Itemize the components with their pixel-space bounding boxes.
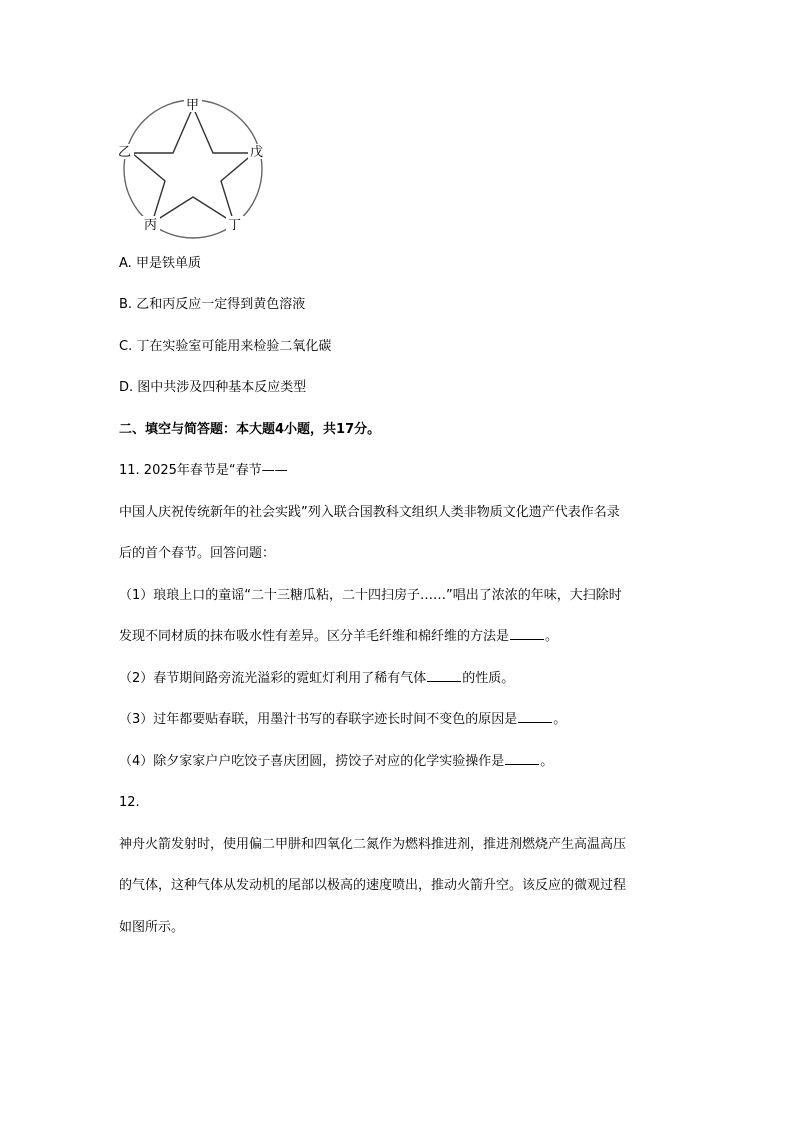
- q11-part2-end: 的性质。: [462, 671, 515, 686]
- star-circle-diagram: [110, 94, 280, 244]
- answer-blank-4[interactable]: [505, 752, 539, 765]
- q11-part3-text: （3）过年都要贴春联，用墨汁书写的春联字迹长时间不变色的原因是: [119, 712, 518, 727]
- q11-part1-line1: （1）琅琅上口的童谣“二十三糖瓜粘，二十四扫房子……”唱出了浓浓的年味，大扫除时: [119, 588, 622, 603]
- vertex-label-wu: 戊: [250, 145, 264, 160]
- vertex-label-ding: 丁: [228, 218, 242, 233]
- q11-part4: [119, 752, 553, 772]
- answer-blank-3[interactable]: [518, 710, 552, 723]
- q11-line2: 中国人庆祝传统新年的社会实践”列入联合国教科文组织人类非物质文化遗产代表作名录: [119, 505, 620, 520]
- vertex-label-jia: 甲: [186, 98, 200, 113]
- option-a-letter: A.: [119, 256, 132, 271]
- option-b-letter: B.: [119, 297, 133, 312]
- q11-part4-text: （4）除夕家家户户吃饺子喜庆团圆，捞饺子对应的化学实验操作是: [119, 754, 505, 769]
- option-c-text: 丁在实验室可能用来检验二氧化碳: [136, 339, 332, 354]
- vertex-label-bing: 丙: [144, 218, 158, 233]
- diagram-star: [132, 107, 254, 223]
- vertex-label-yi: 乙: [118, 145, 132, 160]
- option-d-text: 图中共涉及四种基本反应类型: [137, 380, 307, 395]
- option-b-text: 乙和丙反应一定得到黄色溶液: [136, 297, 306, 312]
- option-b: [119, 295, 305, 315]
- q11-part1-end: 。: [545, 629, 559, 644]
- answer-blank-2[interactable]: [427, 669, 461, 682]
- q11-part3-end: 。: [553, 712, 567, 727]
- answer-blank-1[interactable]: [510, 627, 544, 640]
- q11-part1-line2: [119, 627, 558, 647]
- q11-part2: [119, 669, 514, 689]
- q11-part3: [119, 710, 566, 730]
- q12-number: 12.: [119, 795, 140, 810]
- q12-line2: 的气体，这种气体从发动机的尾部以极高的速度喷出，推动火箭升空。该反应的微观过程: [119, 878, 627, 893]
- q11-part4-end: 。: [540, 754, 554, 769]
- option-a: [119, 254, 201, 274]
- option-c: [119, 337, 331, 357]
- option-a-text: 甲是铁单质: [135, 256, 201, 271]
- q11-line3: 后的首个春节。回答问题：: [119, 546, 276, 561]
- option-d-letter: D.: [119, 380, 134, 395]
- option-c-letter: C.: [119, 339, 133, 354]
- q12-line3: 如图所示。: [119, 920, 185, 935]
- q12-line1: 神舟火箭发射时，使用偏二甲肼和四氧化二氮作为燃料推进剂，推进剂燃烧产生高温高压: [119, 837, 627, 852]
- q11-part1-text: 发现不同材质的抹布吸水性有差异。区分羊毛纤维和棉纤维的方法是: [119, 629, 510, 644]
- section-heading: 二、填空与简答题：本大题4小题，共17分。: [119, 422, 381, 437]
- star-circle-svg: [110, 94, 280, 244]
- q11-line1: 11. 2025年春节是“春节——: [119, 463, 288, 478]
- q11-part2-text: （2）春节期间路旁流光溢彩的霓虹灯利用了稀有气体: [119, 671, 427, 686]
- option-d: [119, 378, 306, 398]
